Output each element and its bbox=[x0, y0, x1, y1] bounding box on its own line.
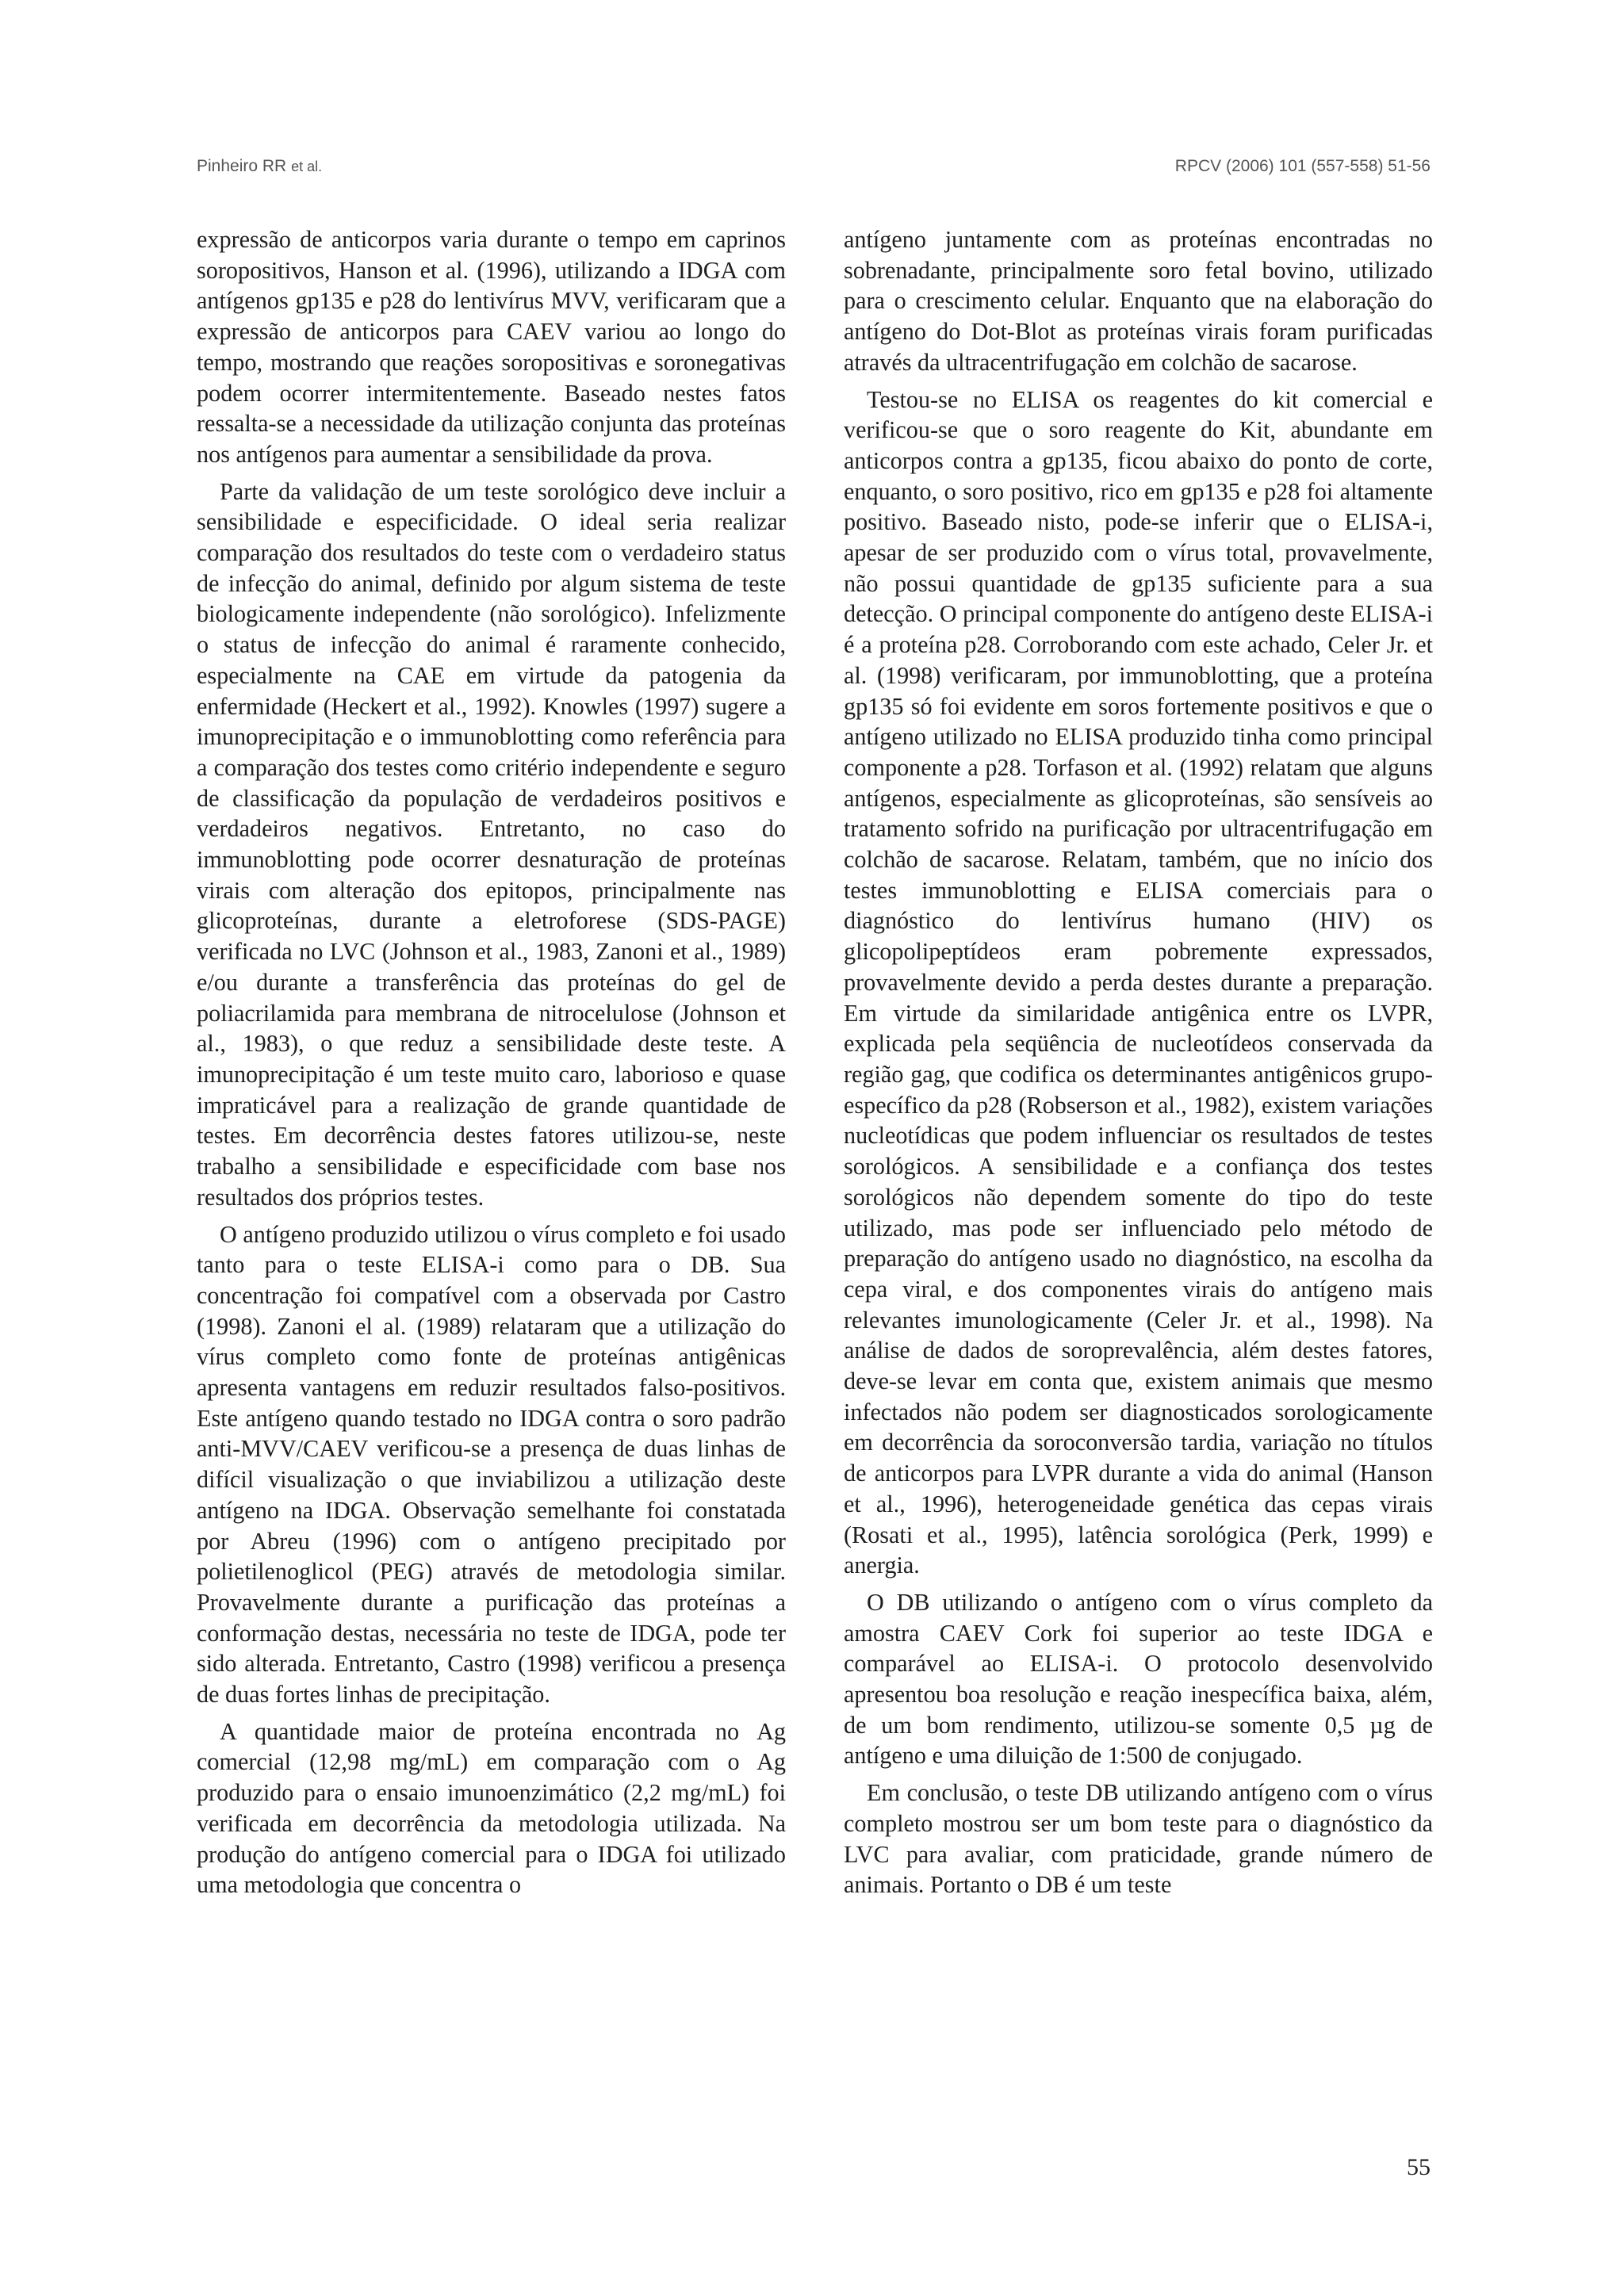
right-column bbox=[844, 224, 1433, 1900]
paragraph: O antígeno produzido utilizou o vírus completo e foi usado tanto para o teste ELISA-i como para o DB. Sua concentração foi compatível com a observada por Castro (1998). Zanoni el al. (1989) relataram que a utilização do vírus completo como fonte de proteínas antigênicas apresenta vantagens em reduzir resultados falso-positivos. Este antígeno quando testado no IDGA contra o soro padrão anti-MVV/CAEV verificou-se a presença de duas linhas de difícil visualização o que inviabilizou a utilização deste antígeno na IDGA. Observação semelhante foi constatada por Abreu (1996) com o antígeno precipitado por polietilenoglicol (PEG) através de metodologia similar. Provavelmente durante a purificação das proteínas a conformação destas, necessária no teste de IDGA, pode ter sido alterada. Entretanto, Castro (1998) verificou a presença de duas fortes linhas de precipitação. bbox=[197, 1220, 786, 1709]
paragraph: Em conclusão, o teste DB utilizando antígeno com o vírus completo mostrou ser um bom teste para o diagnóstico da LVC para avaliar, com praticidade, grande número de animais. Portanto o DB é um teste bbox=[844, 1779, 1433, 1899]
running-head bbox=[197, 157, 1431, 186]
et-al-text: et al. bbox=[291, 159, 323, 174]
paragraph: O DB utilizando o antígeno com o vírus completo da amostra CAEV Cork foi superior ao teste IDGA e comparável ao ELISA-i. O protocolo desenvolvido apresentou boa resolução e reação inespecífica baixa, além, de um bom rendimento, utilizou-se somente 0,5 µg de antígeno e uma diluição de 1:500 de conjugado. bbox=[844, 1588, 1433, 1770]
page-number: 55 bbox=[1407, 2154, 1431, 2180]
paragraph: antígeno juntamente com as proteínas encontradas no sobrenadante, principalmente soro fetal bovino, utilizado para o crescimento celular. Enquanto que na elaboração do antígeno do Dot-Blot as proteínas virais foram purificadas através da ultracentrifugação em colchão de sacarose. bbox=[844, 226, 1433, 376]
authors-text: Pinheiro RR bbox=[197, 157, 287, 175]
running-head-authors bbox=[197, 157, 322, 176]
left-column bbox=[197, 224, 786, 1900]
paragraph: A quantidade maior de proteína encontrada no Ag comercial (12,98 mg/mL) em comparação com o Ag produzido para o ensaio imunoenzimático (2,2 mg/mL) foi verificada em decorrência da metodologia utilizada. Na produção do antígeno comercial para o IDGA foi utilizado uma metodologia que concentra o bbox=[197, 1717, 786, 1899]
running-head-citation: RPCV (2006) 101 (557-558) 51-56 bbox=[1174, 157, 1431, 175]
paragraph: expressão de anticorpos varia durante o tempo em caprinos soropositivos, Hanson et al. (1996), utilizando a IDGA com antígenos gp135 e p28 do lentivírus MVV, verificaram que a expressão de anticorpos para CAEV variou ao longo do tempo, mostrando que reações soropositivas e soronegativas podem ocorrer intermitentemente. Baseado nestes fatos ressalta-se a necessidade da utilização conjunta das proteínas nos antígenos para aumentar a sensibilidade da prova. bbox=[197, 226, 786, 468]
paragraph: Parte da validação de um teste sorológico deve incluir a sensibilidade e especificidade. O ideal seria realizar comparação dos resultados do teste com o verdadeiro status de infecção do animal, definido por algum sistema de teste biologicamente independente (não sorológico). Infelizmente o status de infecção do animal é raramente conhecido, especialmente na CAE em virtude da patogenia da enfermidade (Heckert et al., 1992). Knowles (1997) sugere a imunoprecipitação e o immunoblotting como referência para a comparação dos testes como critério independente e seguro de classificação da população de verdadeiros positivos e verdadeiros negativos. Entretanto, no caso do immunoblotting pode ocorrer desnaturação de proteínas virais com alteração dos epitopos, principalmente nas glicoproteínas, durante a eletroforese (SDS-PAGE) verificada no LVC (Johnson et al., 1983, Zanoni et al., 1989) e/ou durante a transferência das proteínas do gel de poliacrilamida para membrana de nitrocelulose (Johnson et al., 1983), o que reduz a sensibilidade deste teste. A imunoprecipitação é um teste muito caro, laborioso e quase impraticável para a realização de grande quantidade de testes. Em decorrência destes fatores utilizou-se, neste trabalho a sensibilidade e especificidade com base nos resultados dos próprios testes. bbox=[197, 477, 786, 1211]
paragraph: Testou-se no ELISA os reagentes do kit comercial e verificou-se que o soro reagente do Kit, abundante em anticorpos contra a gp135, ficou abaixo do ponto de corte, enquanto, o soro positivo, rico em gp135 e p28 foi altamente positivo. Baseado nisto, pode-se inferir que o ELISA-i, apesar de ser produzido com o vírus total, provavelmente, não possui quantidade de gp135 suficiente para a sua detecção. O principal componente do antígeno deste ELISA-i é a proteína p28. Corroborando com este achado, Celer Jr. et al. (1998) verificaram, por immunoblotting, que a proteína gp135 só foi evidente em soros fortemente positivos e que o antígeno utilizado no ELISA produzido tinha como principal componente a p28. Torfason et al. (1992) relatam que alguns antígenos, especialmente as glicoproteínas, são sensíveis ao tratamento sofrido na purificação por ultracentrifugação em colchão de sacarose. Relatam, também, que no início dos testes immunoblotting e ELISA comerciais para o diagnóstico do lentivírus humano (HIV) os glicopolipeptídeos eram pobremente expressados, provavelmente devido a perda destes durante a preparação. Em virtude da similaridade antigênica entre os LVPR, explicada pela seqüência de nucleotídeos conservada da região gag, que codifica os determinantes antigênicos grupo-específico da p28 (Robserson et al., 1982), existem variações nucleotídicas que podem influenciar os resultados de testes sorológicos. A sensibilidade e a confiança dos testes sorológicos não dependem somente do tipo do teste utilizado, mas pode ser influenciado pelo método de preparação do antígeno usado no diagnóstico, na escolha da cepa viral, e dos componentes virais do antígeno mais relevantes imunologicamente (Celer Jr. et al., 1998). Na análise de dados de soroprevalência, além destes fatores, deve-se levar em conta que, existem animais que mesmo infectados não podem ser diagnosticados sorologicamente em decorrência da soroconversão tardia, variação no títulos de anticorpos para LVPR durante a vida do animal (Hanson et al., 1996), heterogeneidade genética das cepas virais (Rosati et al., 1995), latência sorológica (Perk, 1999) e anergia. bbox=[844, 385, 1433, 1579]
